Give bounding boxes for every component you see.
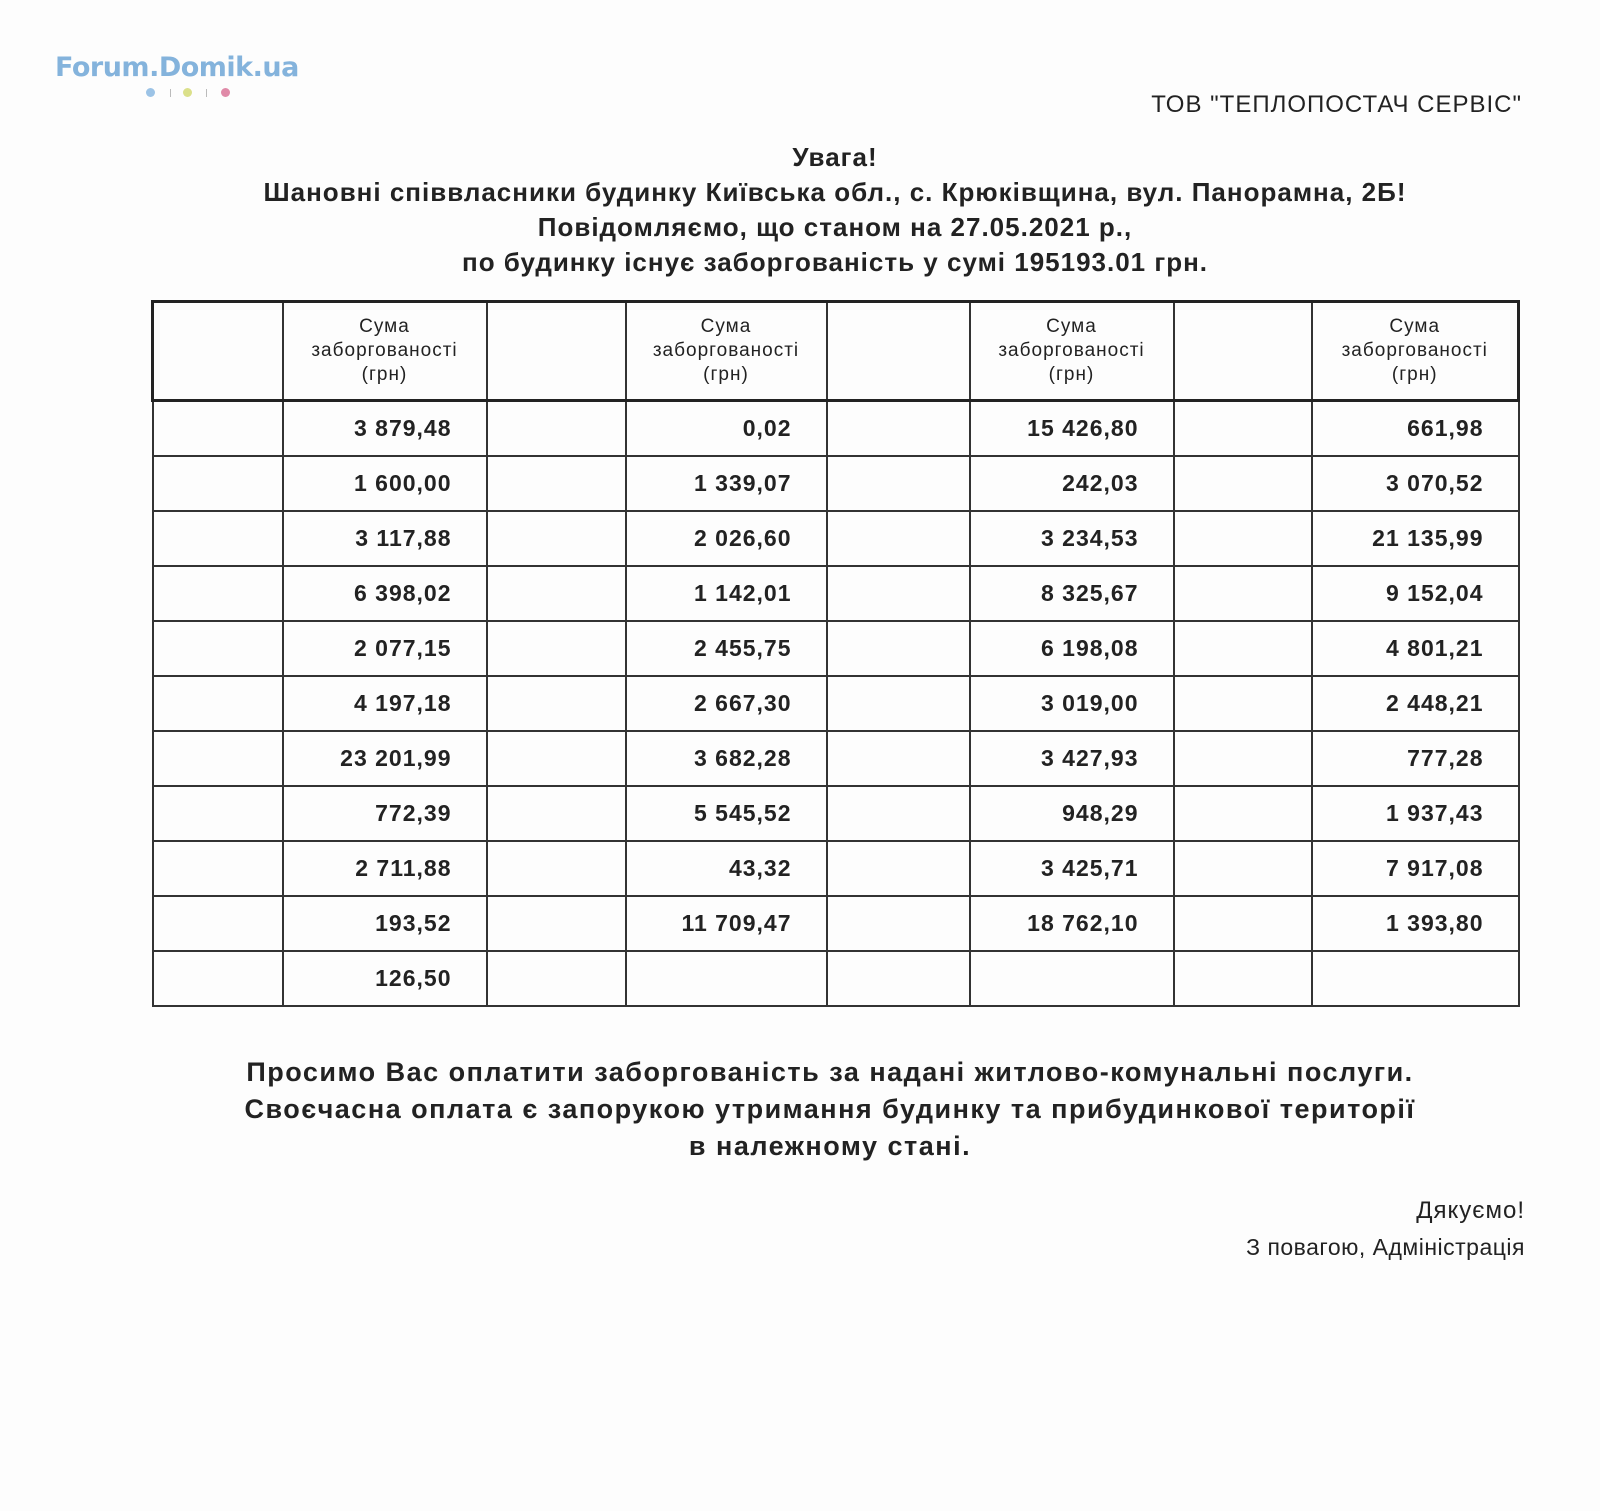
blank-cell [153,566,283,621]
debt-amount-cell: 8 325,67 [970,566,1174,621]
debt-amount-cell: 0,02 [626,401,827,457]
debt-amount-cell [626,951,827,1006]
debt-table-wrapper [151,300,1517,1007]
blank-cell [153,511,283,566]
header-cell-blank [153,302,283,401]
blank-cell [487,566,626,621]
debt-amount-cell: 772,39 [283,786,487,841]
debt-amount-cell: 4 197,18 [283,676,487,731]
debt-amount-cell: 43,32 [626,841,827,896]
heading-address: Шановні співвласники будинку Київська обл., с. Крюківщина, вул. Панорамна, 2Б! [263,177,1407,207]
blank-cell [1174,621,1312,676]
table-row [153,951,1519,1006]
divider [206,89,207,97]
pink-dot-icon [221,88,230,97]
debt-amount-cell: 1 600,00 [283,456,487,511]
table-row [153,676,1519,731]
debt-amount-cell: 15 426,80 [970,401,1174,457]
debt-amount-cell: 777,28 [1312,731,1519,786]
debt-amount-cell: 193,52 [283,896,487,951]
table-row [153,511,1519,566]
blank-cell [153,786,283,841]
blank-cell [1174,731,1312,786]
forum-watermark [55,52,299,83]
debt-amount-cell: 2 026,60 [626,511,827,566]
table-header-row [153,302,1519,401]
debt-amount-cell: 3 019,00 [970,676,1174,731]
debt-amount-cell: 4 801,21 [1312,621,1519,676]
blank-cell [487,676,626,731]
heading-attention: Увага! [792,142,878,172]
blank-cell [827,456,970,511]
debt-amount-cell: 2 667,30 [626,676,827,731]
debt-amount-cell: 23 201,99 [283,731,487,786]
header-cell-blank [827,302,970,401]
debt-amount-cell [970,951,1174,1006]
debt-amount-cell: 3 234,53 [970,511,1174,566]
debt-amount-cell: 2 455,75 [626,621,827,676]
blank-cell [487,511,626,566]
debt-amount-cell: 3 879,48 [283,401,487,457]
blank-cell [1174,566,1312,621]
debt-amount-cell: 18 762,10 [970,896,1174,951]
payment-request [150,1054,1510,1165]
blank-cell [153,951,283,1006]
table-row [153,731,1519,786]
debt-amount-cell: 2 711,88 [283,841,487,896]
payment-request-line: в належному стані. [688,1131,972,1161]
blank-cell [827,621,970,676]
company-name: ТОВ "ТЕПЛОПОСТАЧ СЕРВІС" [1151,91,1522,118]
blank-cell [827,566,970,621]
header-cell-debt-amount: Сума заборгованості (грн) [970,302,1174,401]
debt-amount-cell: 1 339,07 [626,456,827,511]
table-row [153,841,1519,896]
blank-cell [1174,456,1312,511]
blank-cell [827,731,970,786]
blank-cell [487,401,626,457]
debt-amount-cell: 3 070,52 [1312,456,1519,511]
blank-cell [487,621,626,676]
blank-cell [827,511,970,566]
table-header [153,302,1519,401]
header-cell-debt-amount: Сума заборгованості (грн) [1312,302,1519,401]
table-row [153,401,1519,457]
blank-cell [1174,841,1312,896]
blank-cell [827,401,970,457]
blank-cell [827,841,970,896]
notice-heading [150,140,1520,280]
blank-cell [153,896,283,951]
debt-amount-cell: 11 709,47 [626,896,827,951]
blank-cell [1174,511,1312,566]
debt-amount-cell: 1 393,80 [1312,896,1519,951]
debt-amount-cell: 3 682,28 [626,731,827,786]
watermark-text: Forum.Domik.ua [55,52,299,83]
blank-cell [827,951,970,1006]
table-body [153,401,1519,1007]
signature-text: З повагою, Адміністрація [1246,1234,1525,1260]
blank-cell [487,786,626,841]
blank-cell [153,676,283,731]
header-cell-blank [487,302,626,401]
debt-amount-cell: 661,98 [1312,401,1519,457]
header-cell-debt-amount: Сума заборгованості (грн) [626,302,827,401]
debt-table [151,300,1520,1007]
debt-amount-cell: 2 077,15 [283,621,487,676]
debt-amount-cell: 6 398,02 [283,566,487,621]
debt-amount-cell: 3 117,88 [283,511,487,566]
debt-amount-cell: 3 425,71 [970,841,1174,896]
debt-amount-cell: 2 448,21 [1312,676,1519,731]
blank-cell [827,786,970,841]
payment-request-line: Своєчасна оплата є запорукою утримання будинку та прибудинкової території [244,1094,1416,1124]
header-cell-debt-amount: Сума заборгованості (грн) [283,302,487,401]
table-row [153,621,1519,676]
blank-cell [153,401,283,457]
blank-cell [487,841,626,896]
debt-amount-cell: 3 427,93 [970,731,1174,786]
blank-cell [827,676,970,731]
header-cell-blank [1174,302,1312,401]
debt-amount-cell: 9 152,04 [1312,566,1519,621]
table-row [153,786,1519,841]
blank-cell [153,731,283,786]
divider [170,89,171,97]
table-row [153,456,1519,511]
debt-amount-cell: 242,03 [970,456,1174,511]
blank-cell [1174,951,1312,1006]
table-row [153,566,1519,621]
blank-cell [827,896,970,951]
heading-total-debt: по будинку існує заборгованість у сумі 195193.01 грн. [461,247,1209,277]
blank-cell [487,951,626,1006]
blank-cell [1174,401,1312,457]
debt-amount-cell: 7 917,08 [1312,841,1519,896]
heading-date: Повідомляємо, що станом на 27.05.2021 р., [537,212,1133,242]
debt-amount-cell: 948,29 [970,786,1174,841]
debt-amount-cell [1312,951,1519,1006]
blank-cell [487,896,626,951]
payment-request-line: Просимо Вас оплатити заборгованість за надані житлово-комунальні послуги. [246,1057,1414,1087]
blank-cell [487,456,626,511]
debt-amount-cell: 1 142,01 [626,566,827,621]
debt-amount-cell: 21 135,99 [1312,511,1519,566]
thanks-text: Дякуємо! [1416,1197,1525,1224]
debt-amount-cell: 6 198,08 [970,621,1174,676]
blank-cell [153,621,283,676]
blank-cell [153,841,283,896]
debt-amount-cell: 1 937,43 [1312,786,1519,841]
blank-cell [153,456,283,511]
blank-cell [1174,676,1312,731]
blank-cell [487,731,626,786]
debt-amount-cell: 5 545,52 [626,786,827,841]
watermark-dots [146,88,246,98]
debt-amount-cell: 126,50 [283,951,487,1006]
yellow-dot-icon [183,88,192,97]
blank-cell [1174,786,1312,841]
table-row [153,896,1519,951]
blue-dot-icon [146,88,155,97]
blank-cell [1174,896,1312,951]
